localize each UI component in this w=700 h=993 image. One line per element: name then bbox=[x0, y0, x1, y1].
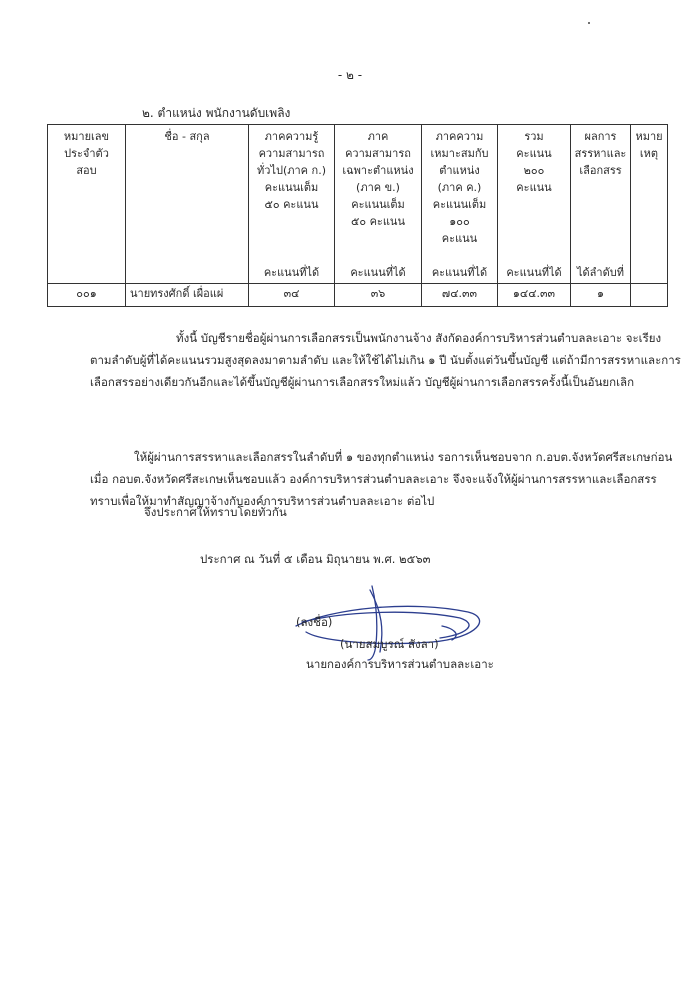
header-line: คะแนน bbox=[441, 232, 478, 245]
header-cell-id bbox=[48, 125, 126, 284]
scan-speck bbox=[588, 22, 590, 24]
section-heading: ๒. ตำแหน่ง พนักงานดับเพลิง bbox=[142, 106, 291, 120]
header-footer: คะแนนที่ได้ bbox=[350, 266, 406, 279]
header-line: ๕๐ คะแนน bbox=[351, 215, 405, 228]
header-line: เหมาะสมกับ bbox=[430, 147, 489, 160]
header-cell-remark bbox=[631, 125, 668, 284]
cell-id: ๐๐๑ bbox=[48, 284, 126, 307]
cell-part-b: ๓๖ bbox=[335, 284, 422, 307]
cell-remark bbox=[631, 284, 668, 307]
header-line: ภาคความรู้ bbox=[264, 130, 319, 143]
header-footer: คะแนนที่ได้ bbox=[263, 266, 320, 279]
header-cell-part-a bbox=[249, 125, 335, 284]
header-line: คะแนน bbox=[516, 181, 552, 194]
header-text bbox=[571, 125, 630, 179]
header-line: เฉพาะตำแหน่ง bbox=[342, 164, 414, 177]
header-line: ๑๐๐ bbox=[449, 215, 470, 228]
header-line: (ภาค ค.) bbox=[437, 181, 482, 194]
header-text bbox=[249, 125, 334, 213]
header-line: ๕๐ คะแนน bbox=[264, 198, 319, 211]
header-text bbox=[126, 125, 248, 145]
header-line: ประจำตัว bbox=[64, 147, 109, 160]
header-line: ทั่วไป(ภาค ก.) bbox=[257, 164, 326, 177]
header-line: ภาคความ bbox=[435, 130, 484, 143]
score-table bbox=[47, 124, 668, 307]
header-line: เหตุ bbox=[639, 147, 659, 160]
header-line: เลือกสรร bbox=[579, 164, 622, 177]
page-number: - ๒ - bbox=[337, 68, 363, 82]
header-line: สรรหาและ bbox=[574, 147, 627, 160]
header-cell-rank bbox=[571, 125, 631, 284]
header-line: คะแนนเต็ม bbox=[432, 198, 487, 211]
header-cell-part-c bbox=[422, 125, 498, 284]
header-line: คะแนน bbox=[516, 147, 552, 160]
header-line: ความสามารถ bbox=[345, 147, 411, 160]
header-line: คะแนนเต็ม bbox=[264, 181, 319, 194]
cell-total: ๑๔๔.๓๓ bbox=[498, 284, 571, 307]
header-cell-part-b bbox=[335, 125, 422, 284]
paragraph-validity: ทั้งนี้ บัญชีรายชื่อผู้ผ่านการเลือกสรรเป็นพนักงานจ้าง สังกัดองค์การบริหารส่วนตำบลละเอาะ จะเรียงตามลำดับผู้ที่ได้คะแนนรวมสูงสุดลงมาตามลำดับ และให้ใช้ได้ไม่เกิน ๑ ปี นับตั้งแต่วันขึ้นบัญชี แต่ถ้ามีการสรรหาและการเลือกสรรอย่างเดียวกันอีกและได้ขึ้นบัญชีผู้ผ่านการเลือกสรรใหม่แล้ว บัญชีผู้ผ่านการเลือกสรรครั้งนี้เป็นอันยกเลิก bbox=[90, 331, 681, 389]
signer-name: (นายสมบูรณ์ สังลา) bbox=[340, 637, 439, 651]
header-line: รวม bbox=[524, 130, 544, 143]
header-text bbox=[422, 125, 497, 247]
header-line: ภาค bbox=[367, 130, 389, 143]
signature-label: (ลงชื่อ) bbox=[296, 615, 333, 629]
header-text bbox=[631, 125, 667, 162]
header-line: สอบ bbox=[76, 164, 97, 177]
header-line: ชื่อ - สกุล bbox=[164, 130, 210, 143]
cell-part-a: ๓๔ bbox=[249, 284, 335, 307]
header-cell-total bbox=[498, 125, 571, 284]
header-line: ตำแหน่ง bbox=[439, 164, 480, 177]
header-line: หมายเลข bbox=[63, 130, 110, 143]
signer-title: นายกองค์การบริหารส่วนตำบลละเอาะ bbox=[306, 657, 494, 671]
header-text bbox=[335, 125, 421, 230]
header-cell-name bbox=[126, 125, 249, 284]
header-line: ความสามารถ bbox=[258, 147, 325, 160]
cell-rank: ๑ bbox=[571, 284, 631, 307]
table-header-row bbox=[48, 125, 668, 284]
header-text bbox=[498, 125, 570, 196]
header-text bbox=[48, 125, 125, 179]
table-row bbox=[48, 284, 668, 307]
header-line: ผลการ bbox=[584, 130, 617, 143]
announcement-line: จึงประกาศให้ทราบโดยทั่วกัน bbox=[144, 505, 287, 519]
cell-name: นายทรงศักดิ์ เผื่อแผ่ bbox=[126, 284, 249, 307]
header-line: หมาย bbox=[635, 130, 663, 143]
header-footer: คะแนนที่ได้ bbox=[506, 266, 562, 279]
date-line: ประกาศ ณ วันที่ ๕ เดือน มิถุนายน พ.ศ. ๒๕๖๓ bbox=[200, 552, 431, 566]
header-footer: ได้ลำดับที่ bbox=[577, 266, 624, 279]
cell-part-c: ๗๔.๓๓ bbox=[422, 284, 498, 307]
header-line: (ภาค ข.) bbox=[356, 181, 400, 194]
header-line: คะแนนเต็ม bbox=[351, 198, 405, 211]
paragraph-approval: ให้ผู้ผ่านการสรรหาและเลือกสรรในลำดับที่ ๑ ของทุกตำแหน่ง รอการเห็นชอบจาก ก.อบต.จังหวัดศรีสะเกษก่อน เมื่อ กอบต.จังหวัดศรีสะเกษเห็นชอบแล้ว องค์การบริหารส่วนตำบลละเอาะ จึงจะแจ้งให้ผู้ผ่านการสรรหาและเลือกสรรทราบเพื่อให้มาทำสัญญาจ้างกับองค์การบริหารส่วนตำบลละเอาะ ต่อไป bbox=[90, 450, 673, 508]
header-line: ๒๐๐ bbox=[523, 164, 545, 177]
header-footer: คะแนนที่ได้ bbox=[431, 266, 488, 279]
